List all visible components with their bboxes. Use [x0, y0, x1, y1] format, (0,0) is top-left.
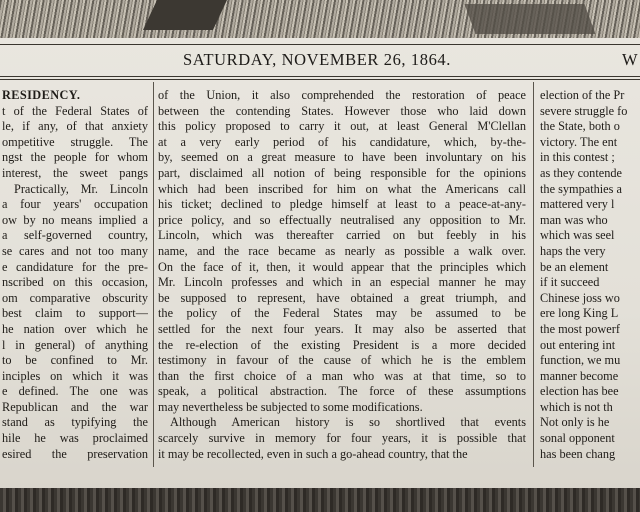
text-line: to be confined to Mr.	[2, 353, 148, 368]
date-line: SATURDAY, NOVEMBER 26, 1864.	[183, 50, 452, 69]
text-line: victory. The ent	[540, 134, 618, 149]
text-line: price policy, and so effectually neutralised any opposition to Mr.	[158, 212, 526, 227]
text-line: Republican and the war	[2, 399, 148, 414]
text-line: Practically, Mr. Lincoln	[14, 181, 148, 196]
background-table	[0, 488, 640, 512]
text-line: e defined. The one was	[2, 384, 148, 399]
column-middle	[158, 88, 526, 462]
engraving-illustration	[0, 0, 640, 42]
text-line: than the first choice of a man who was at that time, so to	[158, 368, 526, 383]
text-line: se cares and not too many	[2, 243, 148, 258]
column-right	[540, 88, 640, 462]
text-line: ere long King L	[540, 306, 619, 321]
text-line: election of the Pr	[540, 88, 625, 102]
text-line: may nevertheless be subjected to some modifications.	[158, 399, 423, 414]
text-line: Not only is he	[540, 415, 610, 430]
text-line: nscribed on this occasion,	[2, 275, 148, 290]
text-line: the policy of the Federal States may be assumed to be	[158, 306, 526, 321]
text-line: om comparative obscurity	[2, 290, 148, 305]
text-line: testimony in favour of the cause of which he is the emblem	[158, 353, 526, 368]
text-line: ngst the people for whom	[2, 150, 148, 165]
text-line: Mr. Lincoln professes and which in an especial manner he may	[158, 275, 526, 290]
text-line: which is not th	[540, 399, 613, 414]
column-divider	[153, 82, 154, 467]
text-line: a four years' occupation	[2, 197, 148, 212]
text-line: the re-election of the existing President is a more decided	[158, 337, 526, 352]
text-line: name, and the race became as nearly as possible a walk over.	[158, 243, 526, 258]
text-line: the most powerf	[540, 321, 620, 336]
text-line: ow by no means implied a	[2, 212, 148, 227]
text-line: which had been inscribed for him on what the Americans call	[158, 181, 526, 196]
text-line: severe struggle fo	[540, 103, 628, 118]
text-line: sonal opponent	[540, 431, 615, 446]
text-line: be supposed to represent, have obtained a great triumph, and	[158, 290, 526, 305]
text-line: be an element	[540, 259, 609, 274]
text-line: Although American history is so shortlived that events	[170, 415, 526, 430]
text-line: On the face of it, then, it would appear that the principles which	[158, 259, 526, 274]
text-line: at a very early period of his candidature, which, by-the-	[158, 134, 526, 149]
text-line: out entering int	[540, 337, 616, 352]
text-line: haps the very	[540, 243, 606, 258]
text-line: man was who	[540, 212, 608, 227]
text-line: hile he was proclaimed	[2, 431, 148, 446]
text-line: scarcely survive in memory for four years, it is possible that	[158, 431, 526, 446]
column-left	[2, 88, 148, 462]
text-line: Lincoln, which was thereafter carried on but feebly in his	[158, 228, 526, 243]
text-line: Chinese joss wo	[540, 290, 620, 305]
masthead-rule-2	[0, 79, 640, 80]
text-line: t of the Federal States of	[2, 103, 148, 118]
text-line: ompetitive struggle. The	[2, 134, 148, 149]
text-line: in this contest ;	[540, 150, 615, 165]
text-line: of the Union, it also comprehended the restoration of peace	[158, 88, 526, 102]
text-line: le, if any, of that anxiety	[2, 119, 148, 134]
text-line: a self-governed country,	[2, 228, 148, 243]
date-line-right-fragment: W	[622, 50, 638, 69]
text-line: RESIDENCY.	[2, 88, 81, 102]
text-line: interest, the sweet pangs	[2, 165, 148, 180]
text-line: manner become	[540, 368, 619, 383]
text-line: by, seemed on a great measure to have been involuntary on his	[158, 150, 526, 165]
text-line: between the contending States. However those who laid down	[158, 103, 526, 118]
masthead-rule	[0, 76, 640, 77]
text-line: stand as typifying the	[2, 415, 148, 430]
text-line: it may be recollected, even in such a go-ahead country, that the	[158, 446, 468, 461]
top-rule	[0, 44, 640, 45]
text-line: the sympathies a	[540, 181, 622, 196]
text-line: esired the preservation	[2, 446, 148, 461]
text-line: the State, both o	[540, 119, 620, 134]
text-line: he nation over which he	[2, 321, 148, 336]
text-line: which was seel	[540, 228, 615, 243]
text-line: election has bee	[540, 384, 619, 399]
text-line: e candidature for the pre-	[2, 259, 148, 274]
text-line: inciples on which it was	[2, 368, 148, 383]
text-line: best claim to support—	[2, 306, 148, 321]
text-line: l in general) of anything	[2, 337, 148, 352]
text-line: his ticket; declined to pledge himself at least to a peace-at-any-	[158, 197, 526, 212]
column-divider	[533, 82, 534, 467]
text-line: as they contende	[540, 165, 622, 180]
text-line: settled for the next four years. It may also be asserted that	[158, 321, 526, 336]
text-line: this policy proposed to carry it out, at least General M'Clellan	[158, 119, 526, 134]
text-line: speak, a political abstraction. The force of these assumptions	[158, 384, 526, 399]
text-line: if it succeed	[540, 275, 600, 290]
text-line: function, we mu	[540, 353, 621, 368]
text-line: part, disclaimed all notion of being responsible for the opinions	[158, 165, 526, 180]
text-line: has been chang	[540, 446, 616, 461]
text-line: mattered very l	[540, 197, 615, 212]
